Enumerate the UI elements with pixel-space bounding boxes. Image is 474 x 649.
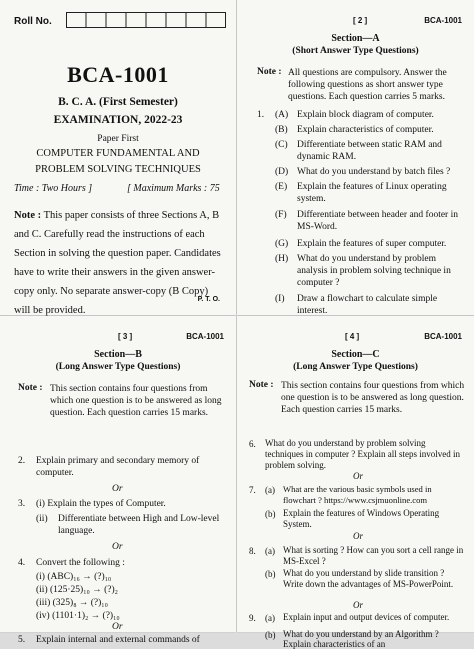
item-label: (E) [275, 182, 288, 192]
q7a-text: What are the various basic symbols used in flowchart ? https://www.csjmuonline.com [283, 484, 432, 505]
or-label: Or [353, 531, 364, 541]
q4-item: (ii) (125·25)₁₀ → (?)₂ [36, 585, 118, 595]
item-label: (D) [275, 167, 289, 177]
q8-number: 8. [249, 546, 256, 556]
q6-text: What do you understand by problem solving techniques in computer ? Explain all steps involved in problem solving. [265, 438, 460, 470]
page-3 [0, 316, 236, 645]
or-label: Or [112, 622, 123, 632]
note-label: Note : [249, 380, 274, 390]
q3-number: 3. [18, 499, 26, 509]
page-number: [ 4 ] [345, 332, 360, 341]
q3-part-i: (i) Explain the types of Computer. [36, 499, 166, 509]
item-text: Draw a flowchart to calculate simple interest. [297, 294, 438, 316]
q4-text: Convert the following : [36, 558, 125, 568]
paper-number: Paper First [97, 134, 139, 144]
section-subtitle: (Long Answer Type Questions) [55, 362, 181, 372]
page-4 [237, 316, 474, 649]
or-label: Or [112, 484, 123, 494]
general-note [14, 206, 226, 320]
q9a-label: (a) [265, 613, 275, 623]
q9a-text: Explain input and output devices of computer. [283, 612, 450, 622]
q8b-label: (b) [265, 569, 276, 579]
q2-text: Explain primary and secondary memory of computer. [36, 456, 200, 478]
item-label: (H) [275, 254, 289, 264]
subject-line-2: PROBLEM SOLVING TECHNIQUES [35, 164, 201, 175]
q6-number: 6. [249, 439, 256, 449]
subject-line-1: COMPUTER FUNDAMENTAL AND [36, 148, 200, 159]
pto-label: P. T. O. [197, 296, 220, 303]
header-code: BCA-1001 [186, 332, 224, 341]
or-label: Or [353, 600, 364, 610]
section-title: Section—C [331, 349, 380, 360]
note-label: Note : [14, 210, 42, 221]
note-text: This paper consists of three Sections A, B and C. Carefully read the instructions of each Section in solving the question paper. Candidates have to write their answers in the given answer-copy only. No separate answer-copy (B Copy) will be provided. [14, 210, 221, 316]
or-label: Or [353, 471, 364, 481]
q5-number: 5. [18, 635, 26, 645]
page-2 [237, 0, 474, 315]
roll-no-boxes [66, 12, 226, 28]
item-text: Explain the features of super computer. [297, 239, 447, 249]
q8a-text: What is sorting ? How can you sort a cell range in MS-Excel ? [283, 545, 464, 566]
q8a-label: (a) [265, 546, 275, 556]
q3-part-ii: Differentiate between High and Low-level language. [58, 514, 220, 536]
note-text: All questions are compulsory. Answer the following questions as short answer type questions. Each question carries 5 marks. [288, 68, 447, 102]
course-name: B. C. A. (First Semester) [58, 96, 178, 108]
item-text: Explain block diagram of computer. [297, 110, 434, 120]
q4-item: (i) (ABC)₁₆ → (?)₁₀ [36, 572, 112, 582]
section-title: Section—A [331, 33, 380, 44]
page-number: [ 2 ] [353, 16, 368, 25]
q9b-text: What do you understand by an Algorithm ? Explain characteristics of an [283, 629, 439, 649]
q4-item: (iii) (325)₈ → (?)₁₀ [36, 598, 108, 608]
q8b-text: What do you understand by slide transition ? Write down the advantages of MS-PowerPoint. [283, 568, 454, 589]
section-subtitle: (Short Answer Type Questions) [292, 46, 419, 56]
q4-item: (iv) (1101·1)₂ → (?)₁₀ [36, 611, 120, 621]
note-text: This section contains four questions from which one question is to be answered as long question. Each question carries 15 marks. [281, 381, 465, 415]
q9-number: 9. [249, 613, 256, 623]
roll-no-label: Roll No. [14, 16, 52, 27]
q7b-label: (b) [265, 509, 276, 519]
q7a-label: (a) [265, 485, 275, 495]
note-label: Note : [18, 383, 43, 393]
or-label: Or [112, 542, 123, 552]
paper-code: BCA-1001 [67, 62, 169, 87]
page-number: [ 3 ] [118, 332, 133, 341]
q2-number: 2. [18, 456, 26, 466]
item-label: (G) [275, 239, 289, 249]
note-label: Note : [257, 67, 282, 77]
item-text: What do you understand by batch files ? [297, 167, 451, 177]
header-code: BCA-1001 [424, 332, 462, 341]
header-code: BCA-1001 [424, 16, 462, 25]
item-label: (I) [275, 294, 285, 304]
exam-title: EXAMINATION, 2022-23 [53, 114, 183, 126]
max-marks-label: [ Maximum Marks : 75 [127, 183, 220, 194]
item-text: Differentiate between static RAM and dynamic RAM. [297, 140, 442, 162]
note-text: This section contains four questions from which one question is to be answered as long question. Each question carries 15 marks. [50, 384, 222, 418]
page-1 [0, 0, 236, 315]
time-label: Time : Two Hours ] [14, 183, 93, 194]
item-label: (B) [275, 125, 288, 135]
q3-part-ii-label: (ii) [36, 514, 48, 524]
item-label: (C) [275, 140, 288, 150]
q7-number: 7. [249, 485, 256, 495]
question-number: 1. [257, 110, 265, 120]
q9b-label: (b) [265, 630, 276, 640]
section-title: Section—B [94, 349, 142, 360]
item-text: Differentiate between header and footer in MS-Word. [297, 210, 458, 232]
item-label: (A) [275, 110, 289, 120]
item-text: Explain the features of Linux operating system. [297, 182, 447, 204]
section-subtitle: (Long Answer Type Questions) [293, 362, 418, 372]
q4-number: 4. [18, 558, 26, 568]
q5-text: Explain internal and external commands of [36, 635, 200, 645]
item-label: (F) [275, 210, 287, 220]
item-text: Explain characteristics of computer. [297, 125, 434, 135]
q7b-text: Explain the features of Windows Operating System. [283, 508, 440, 529]
item-text: What do you understand by problem analysis in problem solving technique in computer ? [297, 254, 451, 288]
